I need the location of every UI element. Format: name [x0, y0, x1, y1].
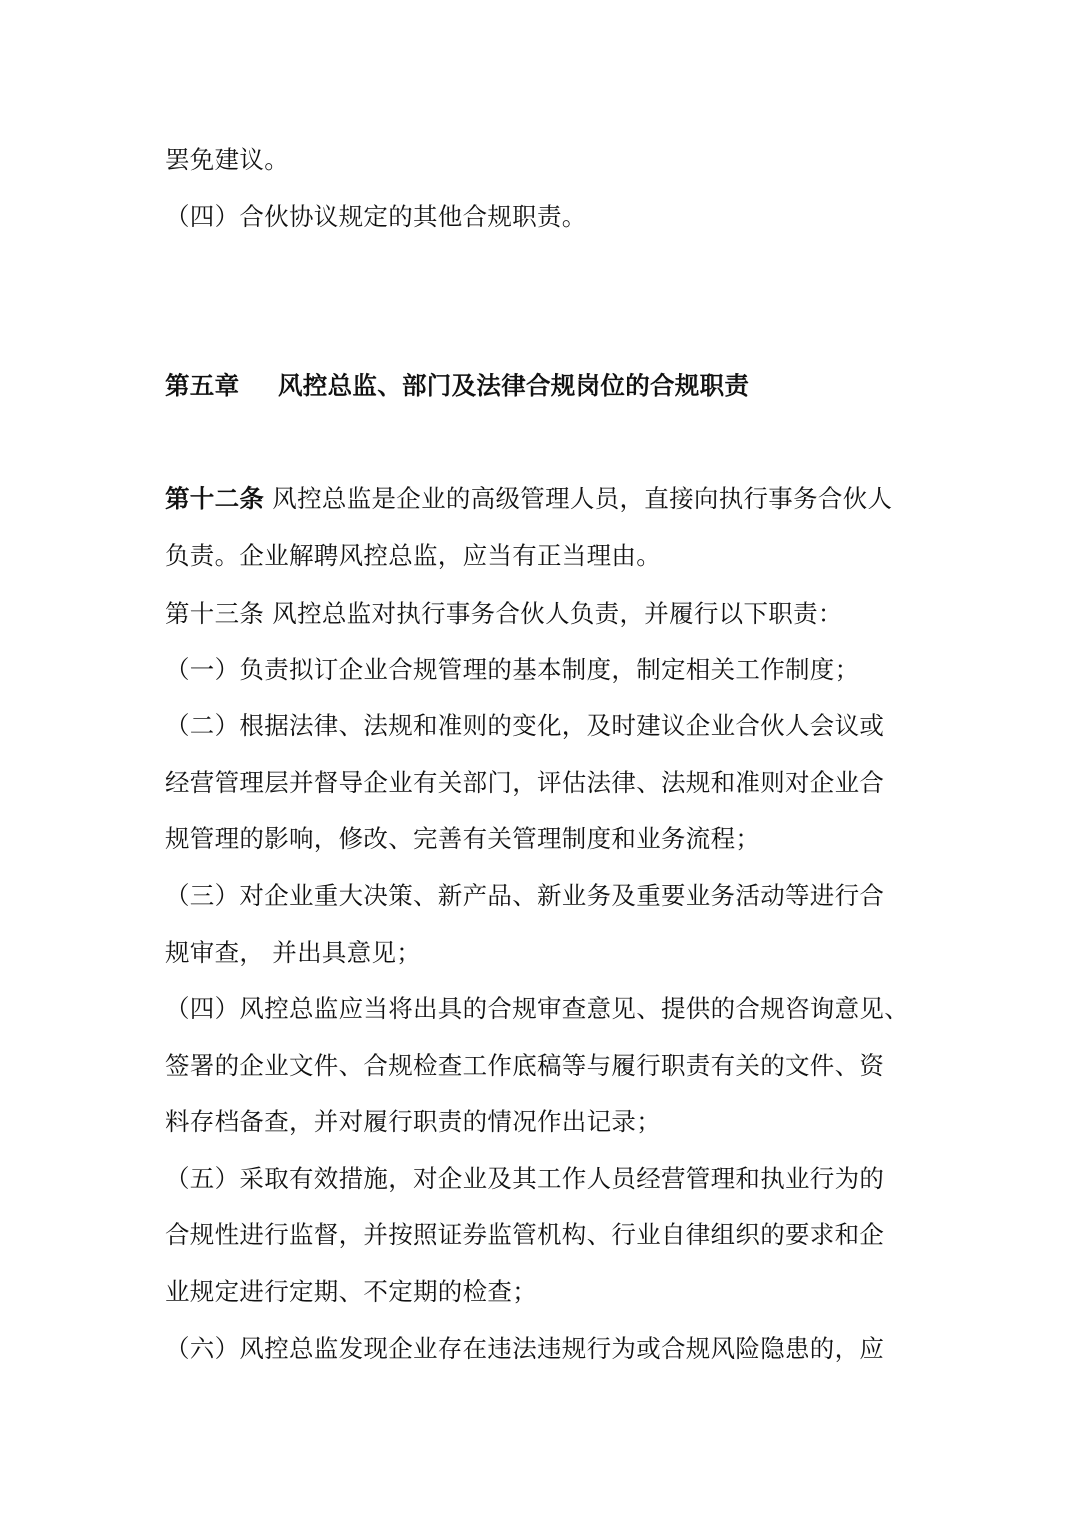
chapter-heading: [165, 369, 925, 403]
text-line: 合规性进行监督，并按照证券监管机构、行业自律组织的要求和企: [165, 1220, 885, 1249]
text-line: 负责。企业解聘风控总监，应当有正当理由。: [165, 541, 661, 570]
text-line: （四）风控总监应当将出具的合规审查意见、提供的合规咨询意见、: [165, 994, 909, 1023]
text-line: 业规定进行定期、不定期的检查；: [165, 1277, 537, 1306]
chapter-title: 风控总监、部门及法律合规岗位的合规职责: [278, 371, 750, 400]
text-line: 料存档备查，并对履行职责的情况作出记录；: [165, 1107, 661, 1136]
text-line: 签署的企业文件、合规检查工作底稿等与履行职责有关的文件、资: [165, 1051, 885, 1080]
text-line: 罢免建议。: [165, 145, 289, 174]
text-line: 规审查， 并出具意见；: [165, 938, 422, 967]
text-line: （三）对企业重大决策、新产品、新业务及重要业务活动等进行合: [165, 881, 885, 910]
article-12-line-1: [165, 482, 925, 516]
text-line: （四）合伙协议规定的其他合规职责。: [165, 202, 587, 231]
article-12-text: 风控总监是企业的高级管理人员，直接向执行事务合伙人: [272, 484, 893, 513]
text-line: 规管理的影响，修改、完善有关管理制度和业务流程；: [165, 824, 761, 853]
article-12-label: 第十二条: [165, 484, 265, 513]
chapter-number: 第五章: [165, 371, 240, 400]
text-line: （五）采取有效措施，对企业及其工作人员经营管理和执业行为的: [165, 1164, 885, 1193]
text-line: （六）风控总监发现企业存在违法违规行为或合规风险隐患的，应: [165, 1334, 885, 1363]
article-13-line-1: 第十三条 风控总监对执行事务合伙人负责，并履行以下职责：: [165, 599, 843, 628]
text-line: （二）根据法律、法规和准则的变化，及时建议企业合伙人会议或: [165, 711, 885, 740]
text-line: 经营管理层并督导企业有关部门，评估法律、法规和准则对企业合: [165, 768, 885, 797]
text-line: （一）负责拟订企业合规管理的基本制度，制定相关工作制度；: [165, 655, 860, 684]
